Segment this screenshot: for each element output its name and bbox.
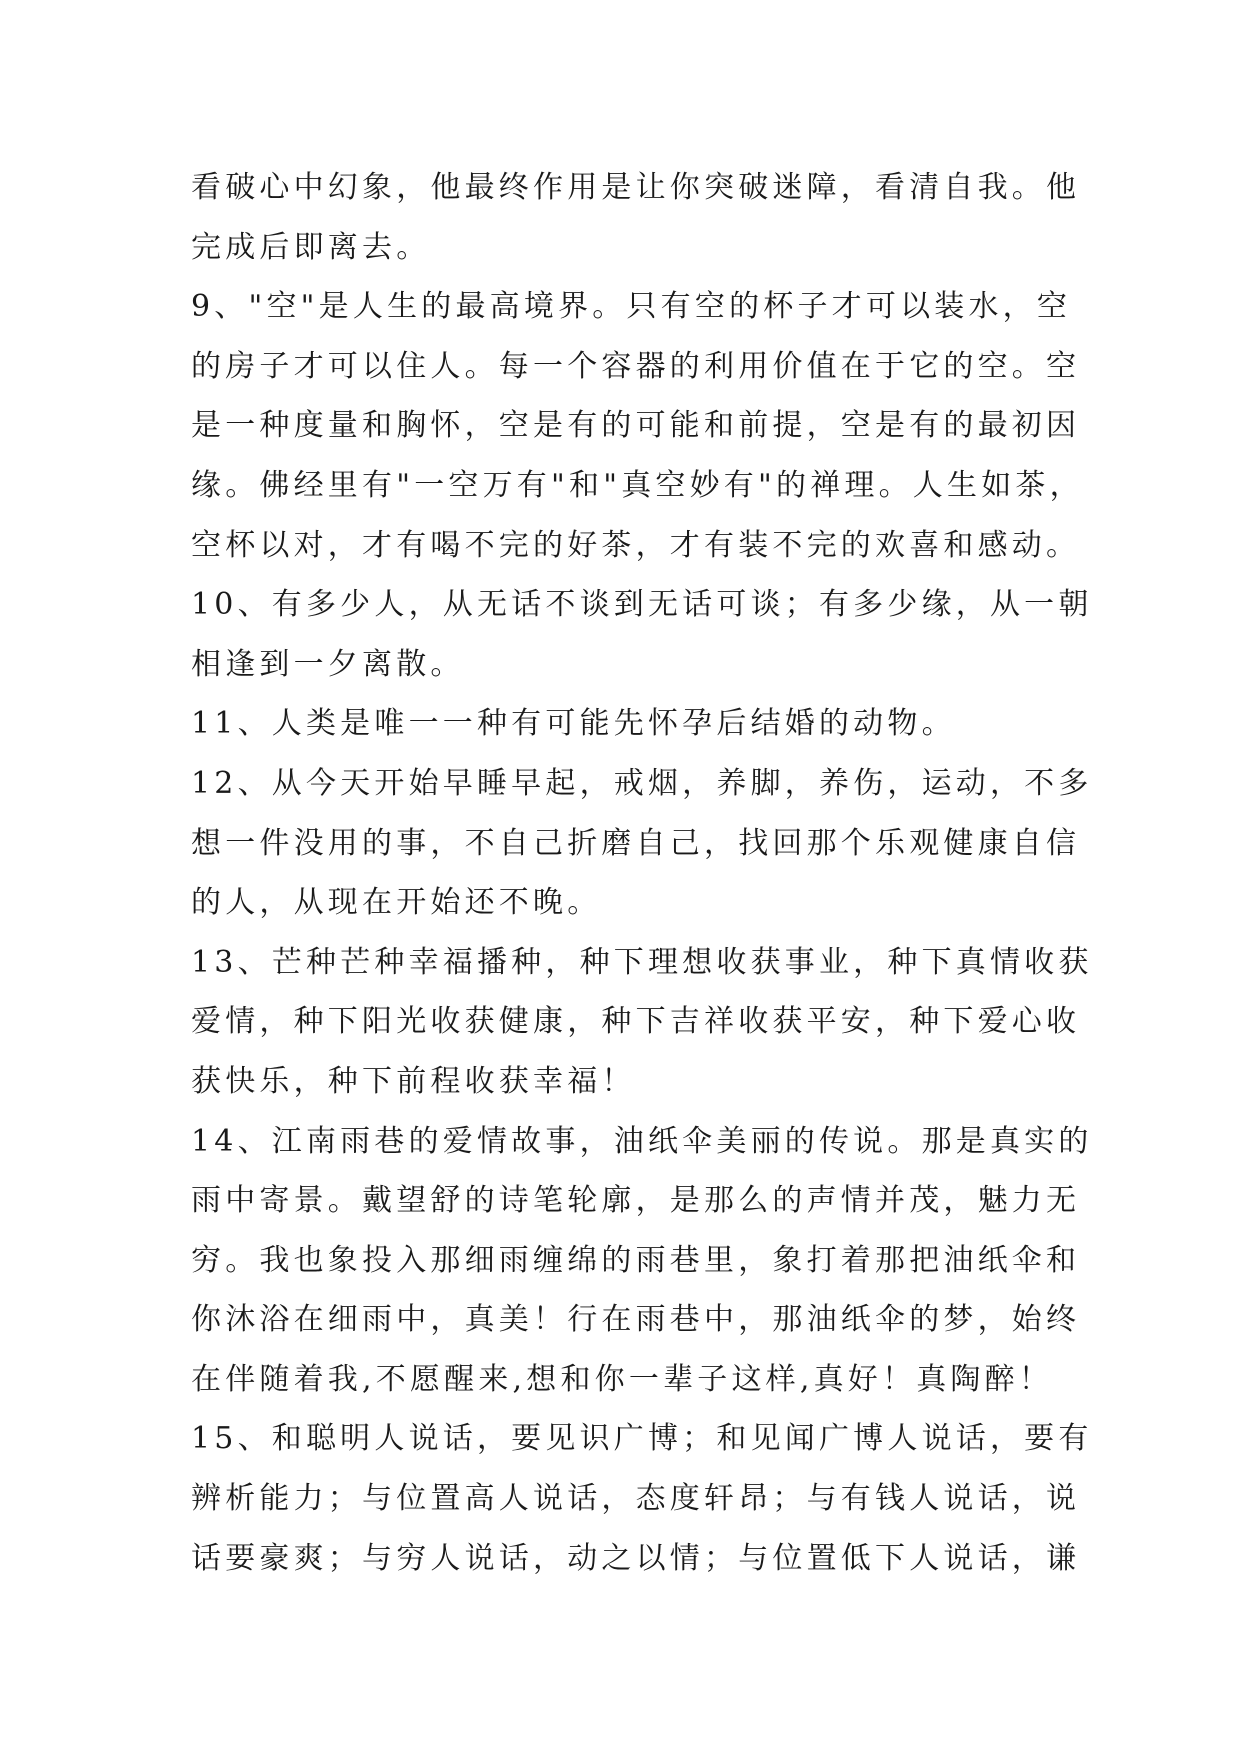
text-line: 看破心中幻象，他最终作用是让你突破迷障，看清自我。他 (191, 170, 1081, 205)
text-line: 13、芒种芒种幸福播种，种下理想收获事业，种下真情收获 (191, 944, 1093, 980)
body-text (191, 158, 1093, 1588)
text-line: 11、人类是唯一一种有可能先怀孕后结婚的动物。 (191, 706, 956, 742)
text-line: 爱情，种下阳光收获健康，种下吉祥收获平安，种下爱心收 (191, 1004, 1081, 1040)
text-line: 空杯以对，才有喝不完的好茶，才有装不完的欢喜和感动。 (191, 527, 1081, 563)
text-line: 雨中寄景。戴望舒的诗笔轮廓，是那么的声情并茂，魅力无 (191, 1183, 1081, 1219)
text-line: 15、和聪明人说话，要见识广博；和见闻广博人说话，要有 (191, 1421, 1093, 1457)
text-line: 话要豪爽；与穷人说话，动之以情；与位置低下人说话，谦 (191, 1540, 1081, 1576)
text-line: 在伴随着我,不愿醒来,想和你一辈子这样,真好！真陶醉！ (191, 1361, 1054, 1397)
text-line: 想一件没用的事，不自己折磨自己，找回那个乐观健康自信 (191, 825, 1081, 861)
text-line: 的房子才可以住人。每一个容器的利用价值在于它的空。空 (191, 348, 1081, 384)
text-line: 缘。佛经里有"一空万有"和"真空妙有"的禅理。人生如茶， (191, 467, 1084, 503)
text-line: 9、"空"是人生的最高境界。只有空的杯子才可以装水，空 (191, 289, 1072, 325)
text-line: 相逢到一夕离散。 (191, 646, 465, 682)
text-line: 辨析能力；与位置高人说话，态度轩昂；与有钱人说话，说 (191, 1481, 1081, 1517)
text-line: 穷。我也象投入那细雨缠绵的雨巷里，象打着那把油纸伞和 (191, 1242, 1081, 1278)
text-line: 10、有多少人，从无话不谈到无话可谈；有多少缘，从一朝 (191, 587, 1093, 623)
text-line: 是一种度量和胸怀，空是有的可能和前提，空是有的最初因 (191, 408, 1081, 444)
text-line: 完成后即离去。 (191, 229, 431, 265)
text-line: 14、江南雨巷的爱情故事，油纸伞美丽的传说。那是真实的 (191, 1123, 1093, 1159)
text-line: 获快乐，种下前程收获幸福！ (191, 1063, 636, 1099)
text-line: 的人，从现在开始还不晚。 (191, 885, 602, 921)
text-line: 12、从今天开始早睡早起，戒烟，养脚，养伤，运动，不多 (191, 765, 1093, 801)
text-line: 你沐浴在细雨中，真美！行在雨巷中，那油纸伞的梦，始终 (191, 1302, 1081, 1338)
